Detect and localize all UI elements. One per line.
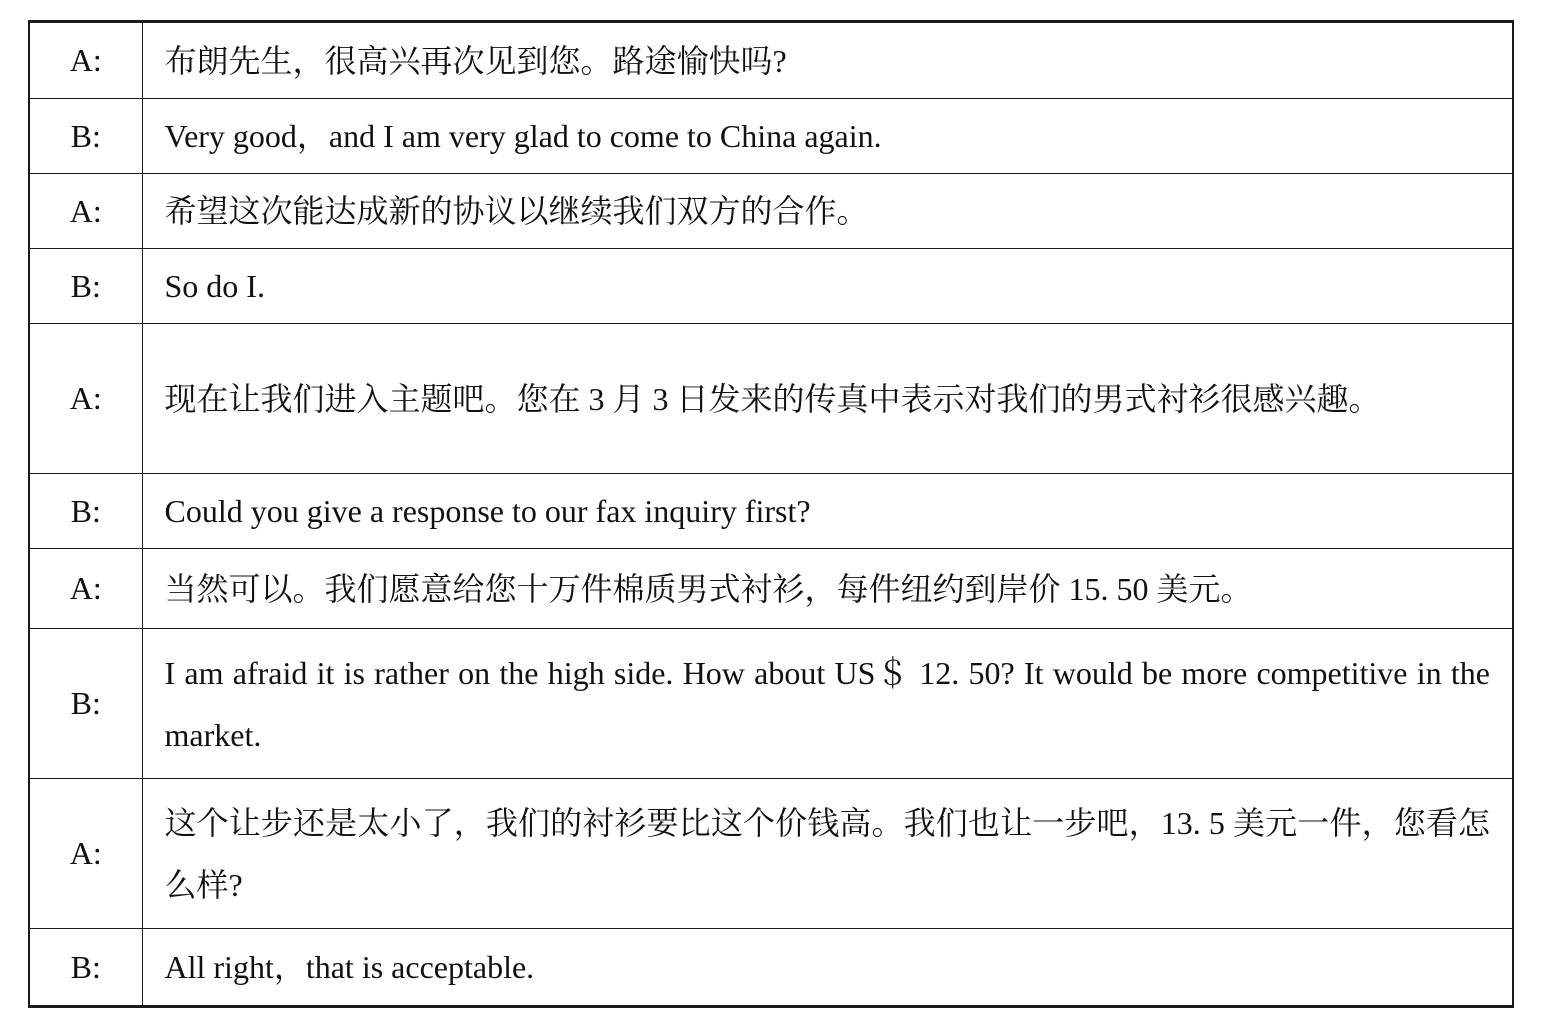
- dialogue-line: All right，that is acceptable.: [142, 929, 1513, 1007]
- speaker-label: B:: [29, 474, 142, 549]
- dialogue-line: Very good，and I am very glad to come to China again.: [142, 99, 1513, 174]
- dialogue-line: Could you give a response to our fax inquiry first?: [142, 474, 1513, 549]
- dialogue-line: 现在让我们进入主题吧。您在 3 月 3 日发来的传真中表示对我们的男式衬衫很感兴趣。: [142, 324, 1513, 474]
- dialogue-row: [29, 474, 1513, 549]
- dialogue-row: [29, 324, 1513, 474]
- dialogue-row: [29, 22, 1513, 99]
- dialogue-row: [29, 929, 1513, 1007]
- dialogue-row: [29, 174, 1513, 249]
- dialogue-line: So do I.: [142, 249, 1513, 324]
- speaker-label: A:: [29, 22, 142, 99]
- dialogue-row: [29, 549, 1513, 629]
- speaker-label: B:: [29, 629, 142, 779]
- dialogue-line: 布朗先生，很高兴再次见到您。路途愉快吗?: [142, 22, 1513, 99]
- speaker-label: B:: [29, 929, 142, 1007]
- dialogue-line: 希望这次能达成新的协议以继续我们双方的合作。: [142, 174, 1513, 249]
- speaker-label: B:: [29, 249, 142, 324]
- dialogue-table: [28, 20, 1514, 1008]
- speaker-label: A:: [29, 324, 142, 474]
- dialogue-row: [29, 629, 1513, 779]
- dialogue-row: [29, 99, 1513, 174]
- dialogue-line: I am afraid it is rather on the high side. How about US＄ 12. 50? It would be more competitive in the market.: [142, 629, 1513, 779]
- speaker-label: A:: [29, 174, 142, 249]
- dialogue-line: 当然可以。我们愿意给您十万件棉质男式衬衫，每件纽约到岸价 15. 50 美元。: [142, 549, 1513, 629]
- speaker-label: A:: [29, 779, 142, 929]
- dialogue-row: [29, 249, 1513, 324]
- speaker-label: B:: [29, 99, 142, 174]
- dialogue-row: [29, 779, 1513, 929]
- dialogue-line: 这个让步还是太小了，我们的衬衫要比这个价钱高。我们也让一步吧，13. 5 美元一件，您看怎么样?: [142, 779, 1513, 929]
- speaker-label: A:: [29, 549, 142, 629]
